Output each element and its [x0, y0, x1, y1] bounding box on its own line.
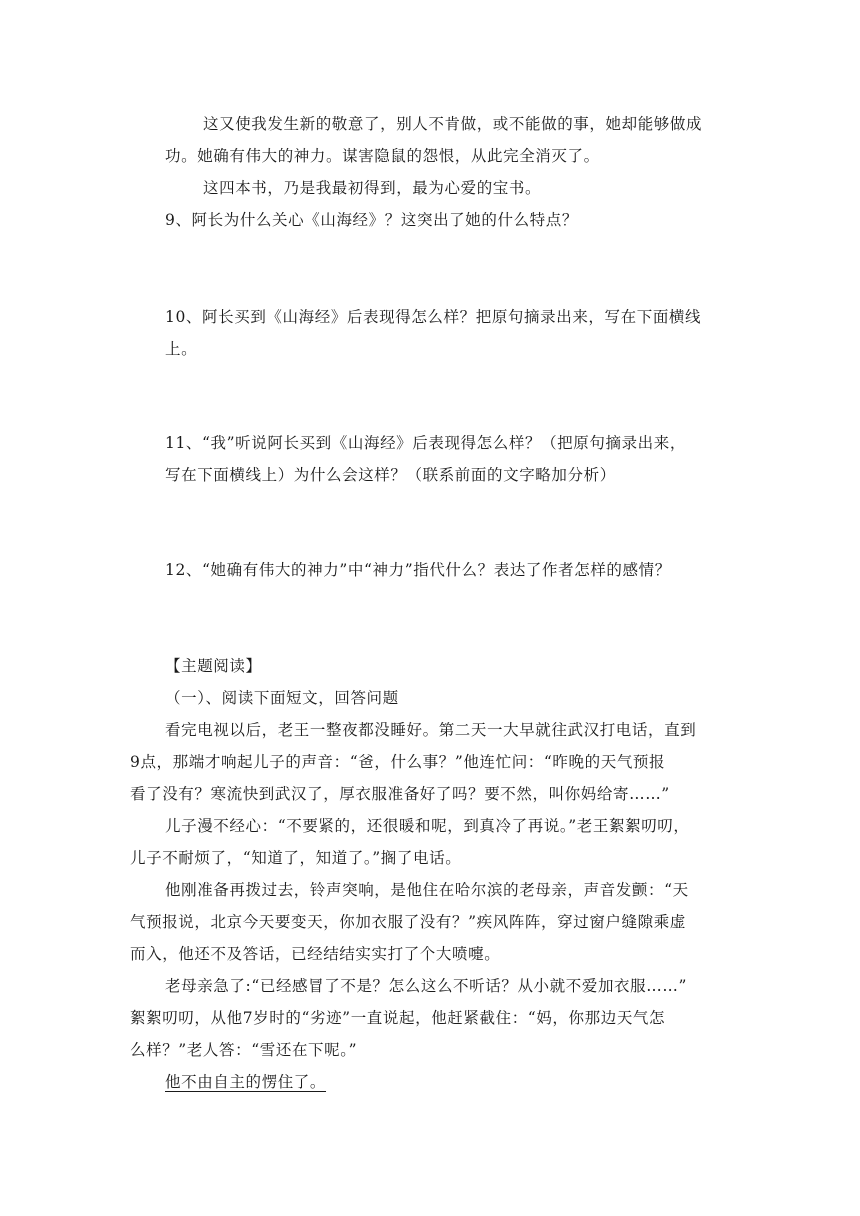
excerpt-line: 功。她确有伟大的神力。谋害隐鼠的怨恨，从此完全消灭了。 — [165, 147, 600, 165]
story-line: 儿子不耐烦了，“知道了，知道了。”搁了电话。 — [130, 849, 462, 867]
story-line: 么样？”老人答：“雪还在下呢。” — [130, 1041, 358, 1059]
story-line: 絮絮叨叨，从他7岁时的“劣迹”一直说起，他赶紧截住：“妈，你那边天气怎 — [130, 1009, 666, 1027]
story-line: 9点，那端才响起儿子的声音：“爸，什么事？”他连忙问：“昨晚的天气预报 — [130, 753, 666, 771]
story-line: 老母亲急了:“已经感冒了不是？怎么这么不听话？从小就不爱加衣服……” — [165, 977, 687, 995]
excerpt-line: 这四本书，乃是我最初得到，最为心爱的宝书。 — [203, 179, 542, 197]
story-line: 看完电视以后，老王一整夜都没睡好。第二天一大早就往武汉打电话，直到 — [165, 721, 697, 739]
underlined-sentence: 他不由自主的愣住了。 — [165, 1073, 327, 1091]
question-11-cont: 写在下面横线上）为什么会这样？（联系前面的文字略加分析） — [165, 466, 616, 484]
section-subheading: （一）、阅读下面短文，回答问题 — [165, 689, 399, 707]
question-11: 11、“我”听说阿长买到《山海经》后表现得怎么样？（把原句摘录出来， — [165, 434, 686, 452]
story-line: 儿子漫不经心：“不要紧的，还很暖和呢，到真冷了再说。”老王絮絮叨叨， — [165, 817, 690, 835]
question-10: 10、阿长买到《山海经》后表现得怎么样？把原句摘录出来，写在下面横线 — [165, 308, 702, 326]
story-line: 看了没有？寒流快到武汉了，厚衣服准备好了吗？要不然，叫你妈给寄……” — [130, 785, 670, 803]
excerpt-line: 这又使我发生新的敬意了，别人不肯做，或不能做的事，她却能够做成 — [203, 115, 703, 133]
question-9: 9、阿长为什么关心《山海经》？这突出了她的什么特点？ — [165, 211, 578, 229]
story-line: 而入，他还不及答话，已经结结实实打了个大喷嚏。 — [130, 945, 501, 963]
story-line: 气预报说，北京今天要变天，你加衣服了没有？”疾风阵阵，穿过窗户缝隙乘虚 — [130, 913, 686, 931]
story-line: 他刚准备再拨过去，铃声突响，是他住在哈尔滨的老母亲，声音发颤：“天 — [165, 881, 689, 899]
section-heading: 【主题阅读】 — [165, 657, 262, 675]
question-10-cont: 上。 — [165, 340, 198, 358]
question-12: 12、“她确有伟大的神力”中“神力”指代什么？表达了作者怎样的感情？ — [165, 561, 671, 579]
